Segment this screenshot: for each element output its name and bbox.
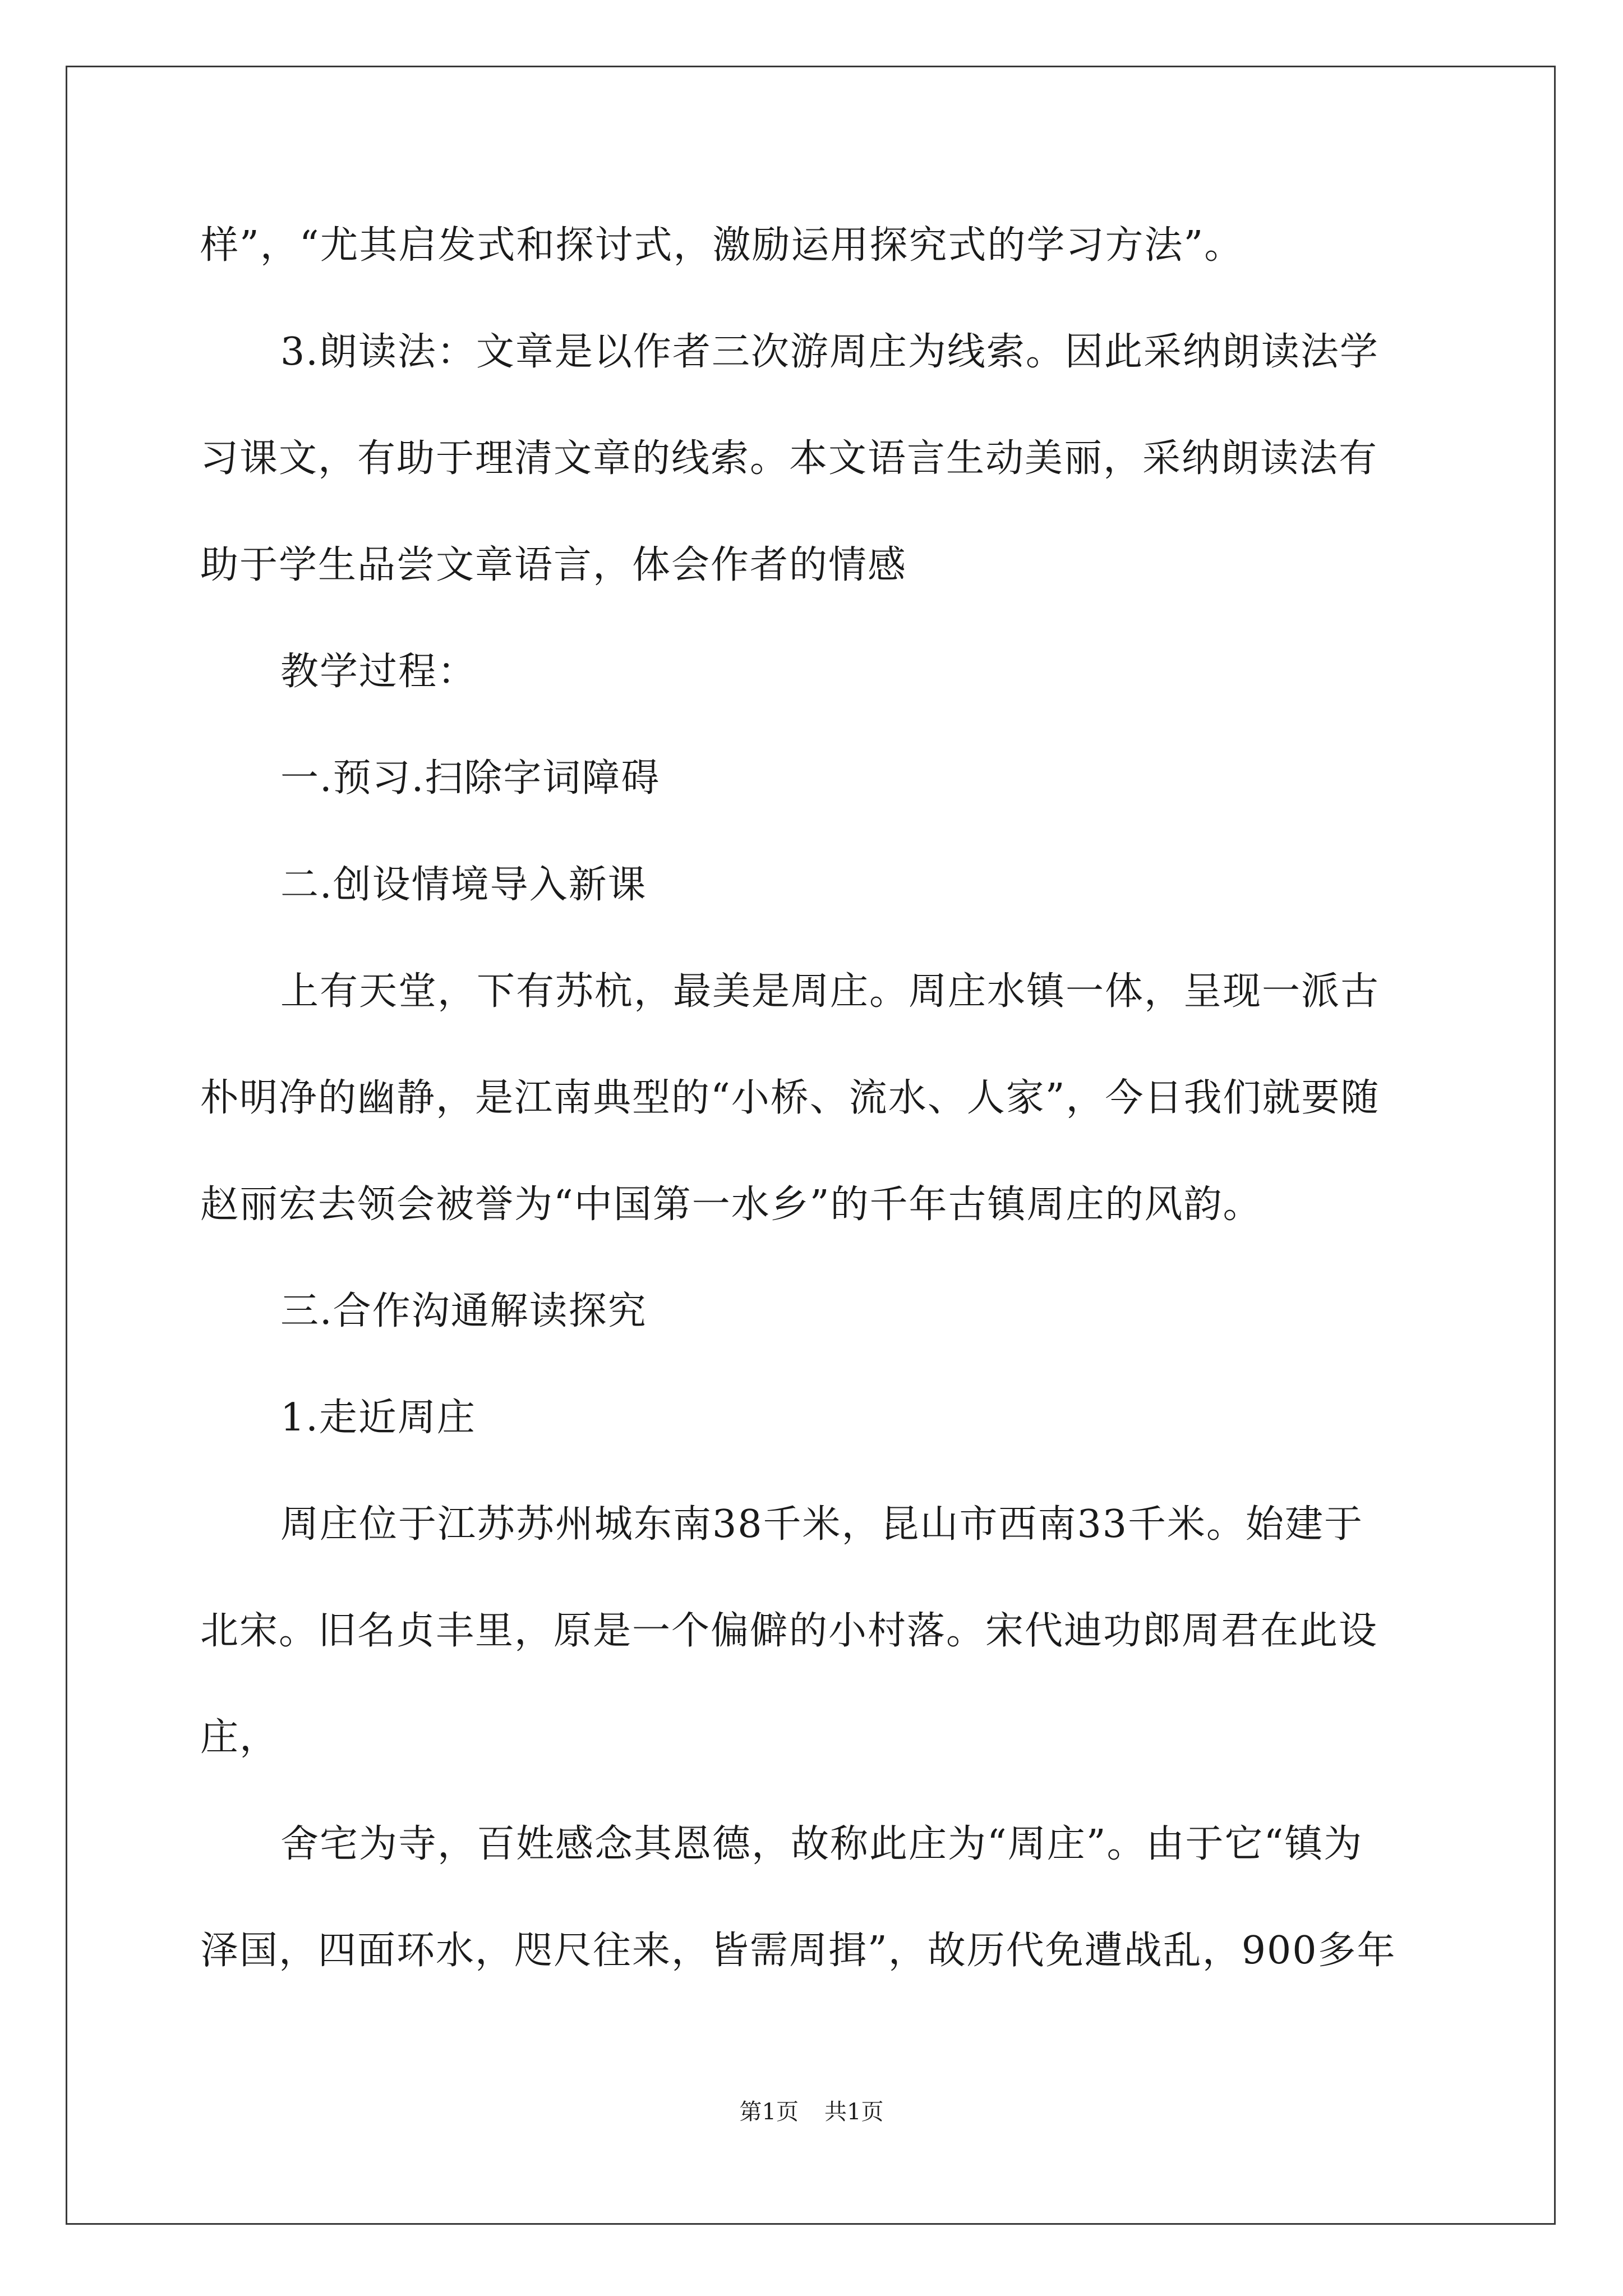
- page-border: [66, 66, 1556, 2225]
- text-line: 周庄位于江苏苏州城东南38千米，昆山市西南33千米。始建于: [280, 1502, 1364, 1547]
- text-line: 朴明净的幽静，是江南典型的“小桥、流水、人家”，今日我们就要随: [200, 1076, 1380, 1120]
- text-line: 3.朗读法：文章是以作者三次游周庄为线索。因此采纳朗读法学: [280, 330, 1379, 374]
- text-line: 样”，“尤其启发式和探讨式，激励运用探究式的学习方法”。: [200, 223, 1244, 268]
- page-total: 共1页: [824, 2099, 884, 2125]
- text-line: 一.预习.扫除字词障碍: [280, 756, 661, 800]
- text-line: 三.合作沟通解读探究: [280, 1289, 647, 1333]
- page-number: 第1页: [739, 2099, 799, 2125]
- text-line: 赵丽宏去领会被誉为“中国第一水乡”的千年古镇周庄的风韵。: [200, 1182, 1262, 1227]
- text-line: 助于学生品尝文章语言，体会作者的情感: [200, 543, 907, 587]
- text-line: 1.走近周庄: [280, 1396, 476, 1440]
- text-line: 舍宅为寺，百姓感念其恩德，故称此庄为“周庄”。由于它“镇为: [280, 1822, 1363, 1866]
- text-line: 习课文，有助于理清文章的线索。本文语言生动美丽，采纳朗读法有: [200, 436, 1378, 481]
- text-line: 教学过程：: [280, 650, 477, 694]
- text-line: 上有天堂，下有苏杭，最美是周庄。周庄水镇一体，呈现一派古: [280, 969, 1380, 1014]
- text-line: 庄，: [200, 1715, 279, 1760]
- text-line: 泽国，四面环水，咫尺往来，皆需周揖”，故历代免遭战乱，900多年: [200, 1929, 1396, 1973]
- text-line: 北宋。旧名贞丰里，原是一个偏僻的小村落。宋代迪功郎周君在此设: [200, 1609, 1378, 1653]
- page-footer: [0, 2098, 1623, 2126]
- text-line: 二.创设情境导入新课: [280, 863, 647, 907]
